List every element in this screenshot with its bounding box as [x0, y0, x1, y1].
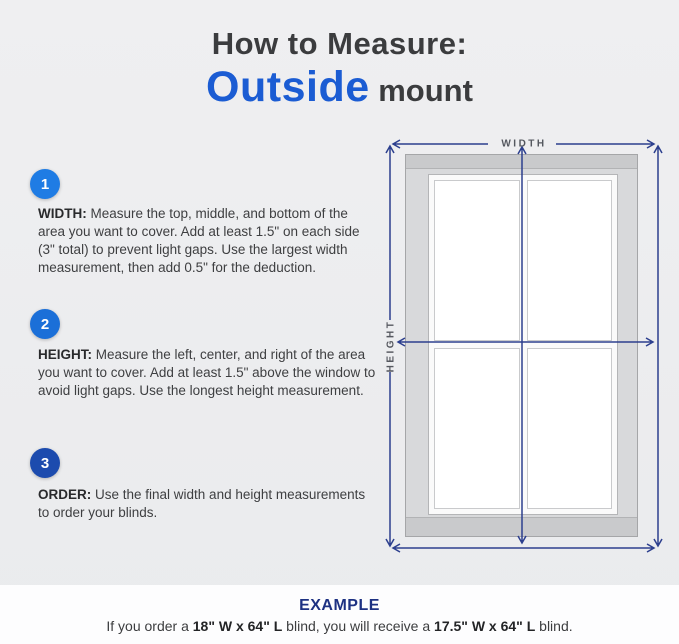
step-3-body: Use the final width and height measurements to order your blinds.: [38, 487, 366, 520]
title-line-1: How to Measure:: [211, 26, 468, 61]
step-1-body: Measure the top, middle, and bottom of the area you want to cover. Add at least 1.5" on each side (3" total) to prevent light gaps. Use the largest width measurement, then add 0.5" for the deduction.: [38, 206, 360, 275]
example-footer: [0, 585, 679, 644]
title-mount-type: Outside: [206, 63, 370, 111]
step-1-text: [38, 205, 376, 277]
step-1-label: WIDTH:: [38, 206, 87, 221]
step-2-label: HEIGHT:: [38, 347, 92, 362]
right-height-arrow: [654, 146, 662, 546]
example-ordered-size: 18" W x 64" L: [192, 618, 283, 634]
step-2-body: Measure the left, center, and right of the area you want to cover. Add at least 1.5" above the window to avoid light gaps. Use the longest height measurement.: [38, 347, 376, 398]
step-2-badge: [30, 309, 60, 339]
step-3-label: ORDER:: [38, 487, 92, 502]
title-line-2: [0, 63, 679, 112]
step-2-text: [38, 346, 376, 400]
step-1-badge: [30, 169, 60, 199]
center-vertical-arrow: [518, 147, 526, 543]
step-3-badge: [30, 448, 60, 478]
example-sentence: [0, 618, 679, 634]
measurement-arrows: [378, 126, 670, 560]
step-2-number: 2: [40, 315, 50, 333]
step-1-number: 1: [40, 175, 50, 193]
center-horizontal-arrow: [398, 338, 653, 346]
page-title: [0, 26, 679, 112]
bottom-width-arrow: [393, 544, 654, 552]
title-mount-word: mount: [369, 73, 473, 108]
example-seg-3: blind.: [535, 618, 573, 634]
height-dimension-label: HEIGHT: [385, 319, 397, 373]
step-3-text: [38, 486, 376, 522]
example-received-size: 17.5" W x 64" L: [434, 618, 536, 634]
example-heading: EXAMPLE: [299, 597, 380, 614]
example-seg-2: blind, you will receive a: [282, 618, 435, 634]
example-seg-1: If you order a: [106, 618, 193, 634]
width-dimension-label: WIDTH: [501, 138, 547, 150]
step-3-number: 3: [40, 454, 50, 472]
